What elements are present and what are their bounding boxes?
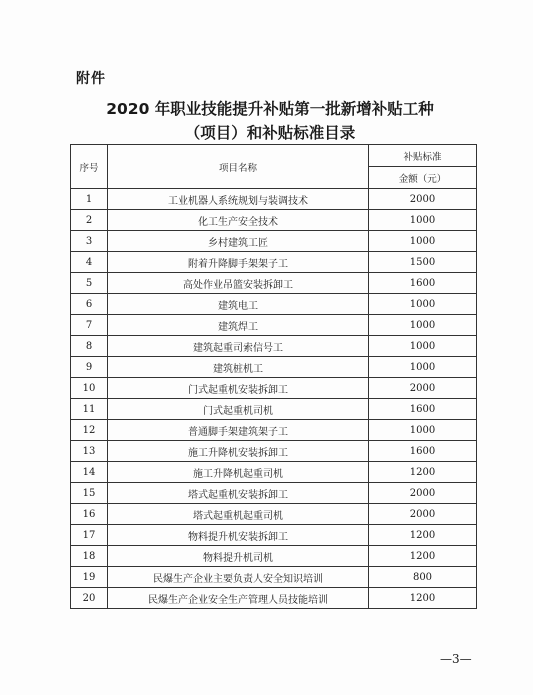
cell-amount: 1200 [369,525,477,546]
cell-index: 19 [71,567,108,588]
cell-name: 门式起重机司机 [108,399,369,420]
document-title-line2: （项目）和补贴标准目录 [184,124,356,142]
cell-index: 18 [71,546,108,567]
cell-name: 塔式起重机安装拆卸工 [108,483,369,504]
cell-index: 17 [71,525,108,546]
cell-name: 民爆生产企业安全生产管理人员技能培训 [108,588,369,609]
table-row [71,546,477,567]
table-row [71,588,477,609]
cell-name: 工业机器人系统规划与装调技术 [108,189,369,210]
cell-amount: 1200 [369,588,477,609]
cell-amount: 1000 [369,420,477,441]
table-row [71,210,477,231]
cell-index: 11 [71,399,108,420]
cell-index: 12 [71,420,108,441]
table-row [71,420,477,441]
cell-name: 附着升降脚手架架子工 [108,252,369,273]
table-row [71,504,477,525]
header-index: 序号 [71,145,108,189]
cell-amount: 1000 [369,294,477,315]
cell-index: 9 [71,357,108,378]
cell-amount: 2000 [369,504,477,525]
table-row [71,378,477,399]
attachment-label: 附件 [76,71,106,87]
table-row [71,483,477,504]
cell-index: 8 [71,336,108,357]
table-row [71,231,477,252]
cell-amount: 1600 [369,441,477,462]
cell-name: 施工升降机起重司机 [108,462,369,483]
cell-amount: 1200 [369,462,477,483]
table-row [71,525,477,546]
cell-name: 建筑焊工 [108,315,369,336]
cell-name: 化工生产安全技术 [108,210,369,231]
table-row [71,294,477,315]
table-row [71,567,477,588]
cell-amount: 1000 [369,315,477,336]
document-title-line1: 2020 年职业技能提升补贴第一批新增补贴工种 [106,100,434,118]
cell-name: 建筑起重司索信号工 [108,336,369,357]
table-row [71,357,477,378]
cell-amount: 1000 [369,336,477,357]
cell-name: 物料提升机司机 [108,546,369,567]
table-body [71,189,477,609]
table-row [71,273,477,294]
cell-amount: 1600 [369,399,477,420]
subsidy-table [70,144,477,609]
table-row [71,189,477,210]
cell-amount: 1200 [369,546,477,567]
cell-name: 塔式起重机起重司机 [108,504,369,525]
cell-amount: 1500 [369,252,477,273]
cell-amount: 800 [369,567,477,588]
cell-index: 16 [71,504,108,525]
cell-index: 14 [71,462,108,483]
cell-name: 高处作业吊篮安装拆卸工 [108,273,369,294]
cell-index: 2 [71,210,108,231]
cell-amount: 1000 [369,210,477,231]
cell-amount: 1000 [369,357,477,378]
table-row [71,462,477,483]
cell-amount: 1600 [369,273,477,294]
header-subsidy: 补贴标准 [369,145,477,167]
cell-index: 1 [71,189,108,210]
cell-name: 物料提升机安装拆卸工 [108,525,369,546]
cell-amount: 2000 [369,378,477,399]
cell-amount: 1000 [369,231,477,252]
cell-amount: 2000 [369,189,477,210]
cell-index: 10 [71,378,108,399]
cell-name: 门式起重机安装拆卸工 [108,378,369,399]
cell-index: 6 [71,294,108,315]
table-row [71,441,477,462]
table-row [71,252,477,273]
cell-name: 乡村建筑工匠 [108,231,369,252]
cell-index: 5 [71,273,108,294]
cell-index: 4 [71,252,108,273]
page-number: —3— [440,652,472,666]
cell-index: 15 [71,483,108,504]
table-row [71,336,477,357]
header-amount: 金额（元） [369,167,477,189]
cell-index: 13 [71,441,108,462]
cell-name: 民爆生产企业主要负责人安全知识培训 [108,567,369,588]
cell-name: 普通脚手架建筑架子工 [108,420,369,441]
cell-name: 施工升降机安装拆卸工 [108,441,369,462]
cell-amount: 2000 [369,483,477,504]
cell-name: 建筑电工 [108,294,369,315]
cell-index: 20 [71,588,108,609]
cell-index: 3 [71,231,108,252]
table-row [71,315,477,336]
cell-name: 建筑桩机工 [108,357,369,378]
cell-index: 7 [71,315,108,336]
header-name: 项目名称 [108,145,369,189]
table-row [71,399,477,420]
